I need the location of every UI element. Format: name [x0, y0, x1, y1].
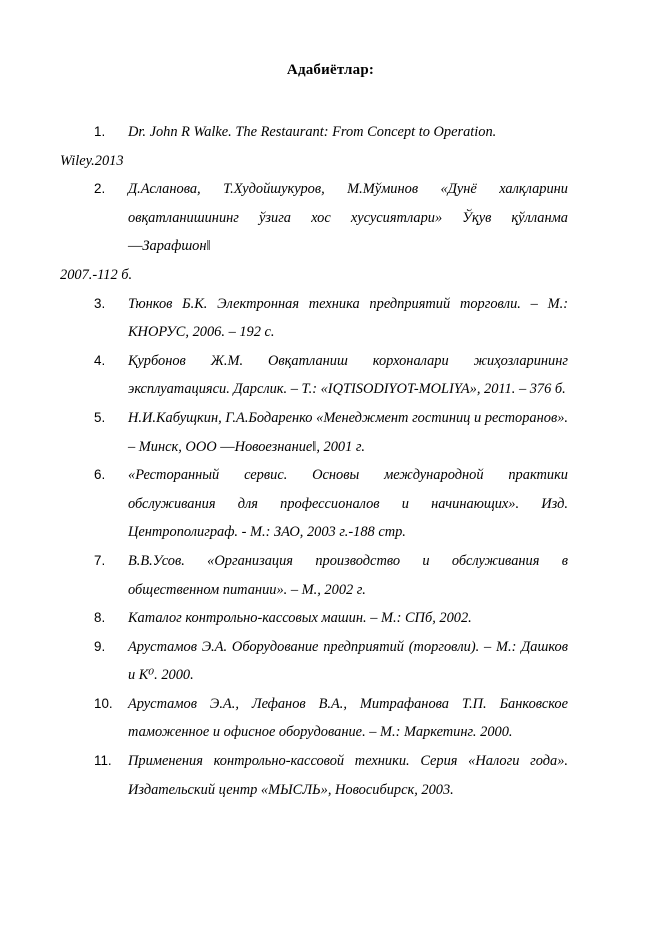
item-number: 6. — [94, 467, 106, 483]
item-continuation: 2007.-112 б. — [60, 266, 133, 283]
item-number: 7. — [94, 552, 106, 568]
item-number: 8. — [94, 610, 106, 626]
page-title: Адабиётлар: — [286, 62, 375, 78]
list-item — [94, 547, 568, 604]
list-item — [94, 290, 568, 347]
list-item — [60, 118, 568, 175]
item-text: Каталог контрольно-кассовых машин. – М.: СПб, 2002. — [128, 610, 472, 627]
item-text: Применения контрольно-кассовой техники. Серия «Налоги года». Издательский центр «МЫСЛЬ», Новосибирск, 2003. — [128, 753, 568, 798]
item-number: 2. — [94, 181, 106, 197]
list-item — [94, 347, 568, 404]
list-item — [94, 604, 568, 633]
reference-list — [60, 118, 568, 804]
item-text: Д.Асланова, Т.Худойшукуров, М.Мўминов «Дунё халқларини овқатланишининг ўзига хос хусусиятлари» Ўқув қўлланма ―Зарафшон‖ — [128, 181, 568, 255]
item-number: 1. — [94, 124, 106, 139]
item-text: Н.И.Кабущкин, Г.А.Бодаренко «Менеджмент гостиниц и ресторанов». – Минск, ООО ―Новоезнание‖, 2001 г. — [128, 409, 568, 455]
item-text: Dr. John R Walke. The Restaurant: From Concept to Operation. — [128, 124, 497, 140]
list-item — [94, 690, 568, 747]
item-continuation: Wiley.2013 — [60, 152, 124, 169]
item-text: Арустамов Э.А. Оборудование предприятий (торговли). – М.: Дашков и К⁰. 2000. — [128, 638, 568, 684]
item-number: 9. — [94, 638, 106, 654]
item-number: 5. — [94, 409, 106, 425]
item-text: «Ресторанный сервис. Основы международной практики обслуживания для профессионалов и начинающих». Изд. Центрополиграф. - М.: ЗАО, 2003 г.-188 стр. — [128, 467, 568, 541]
item-number: 11. — [94, 753, 112, 769]
item-number: 10. — [94, 695, 113, 711]
list-item — [60, 175, 568, 289]
item-text: В.В.Усов. «Организация производство и обслуживания в общественном питании». – М., 2002 г. — [128, 552, 568, 598]
list-item — [94, 633, 568, 690]
item-number: 3. — [94, 295, 106, 311]
item-text: Тюнков Б.К. Электронная техника предприятий торговли. – М.: КНОРУС, 2006. – 192 с. — [128, 295, 568, 341]
list-item — [94, 747, 568, 804]
item-number: 4. — [94, 352, 106, 368]
item-text: Арустамов Э.А., Лефанов В.А., Митрафанова Т.П. Банковское таможенное и офисное оборудование. – М.: Маркетинг. 2000. — [128, 695, 568, 741]
item-text: Қурбонов Ж.М. Овқатланиш корхоналари жиҳозларининг эксплуатацияси. Дарслик. – Т.: «IQTISODIYOT-MOLIYA», 2011. – 376 б. — [128, 352, 568, 398]
list-item — [94, 404, 568, 461]
list-item — [94, 461, 568, 547]
